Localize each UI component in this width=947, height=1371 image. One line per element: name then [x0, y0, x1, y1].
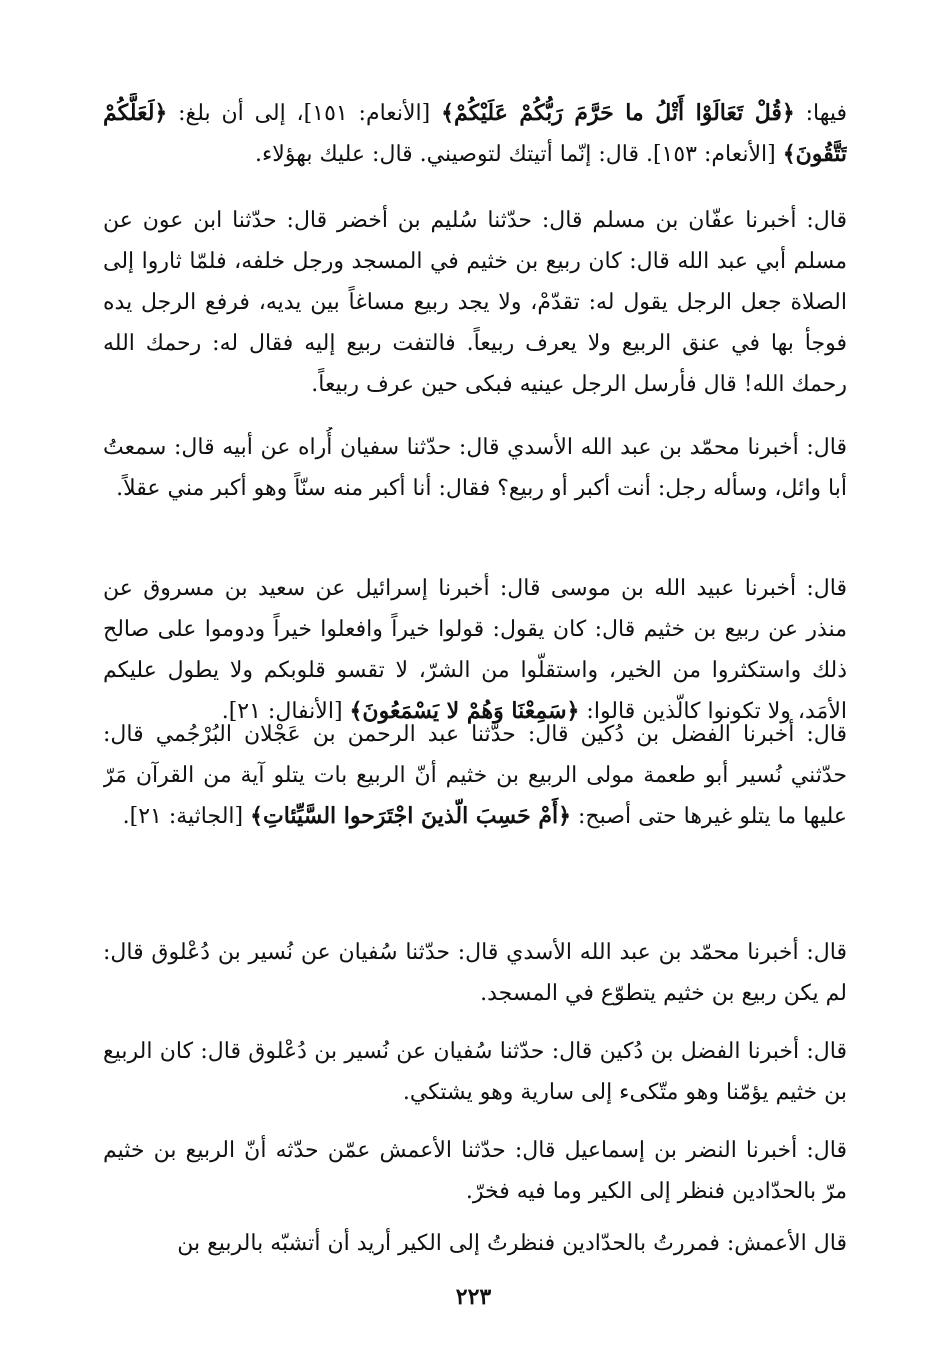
paragraph-continuation	[103, 93, 847, 175]
quran-verse: ﴿أَمْ حَسِبَ الّذينَ اجْتَرَحوا السَّيِّئاتِ﴾	[250, 803, 572, 829]
paragraph-text-tail: [الأنفال: ٢١].	[221, 699, 350, 724]
quran-verse: ﴿سَمِعْنَا وَهُمْ لا يَسْمَعُونَ﴾	[349, 698, 580, 724]
paragraph-affan: قال: أخبرنا عفّان بن مسلم قال: حدّثنا سُليم بن أخضر قال: حدّثنا ابن عون عن مسلم أبي عبد الله قال: كان ربيع بن خثيم في المسجد ورجل خلفه، فلمّا ثاروا إلى الصلاة جعل الرجل يقول له: تقدّمْ، ولا يجد ربيع مساغاً بين يديه، فرفع الرجل يده فوجأ بها في عنق الربيع ولا يعرف ربيعاً. فالتفت ربيع إليه فقال له: رحمك الله رحمك الله! قال فأرسل الرجل عينيه فبكى حين عرف ربيعاً.	[103, 208, 847, 397]
paragraph-abu-wail: قال: أخبرنا محمّد بن عبد الله الأسدي قال: حدّثنا سفيان أُراه عن أبيه قال: سمعتُ أبا وائل، وسأله رجل: أنت أكبر أو ربيع؟ فقال: أنا أكبر منه سنّاً وهو أكبر مني عقلاً.	[103, 435, 847, 501]
page-number: ٢٢٣	[455, 1284, 492, 1310]
paragraph-text-lead: قال: أخبرنا الفضل بن دُكين قال: حدّثنا عبد الرحمن بن عَجْلان البُرْجُمي قال: حدّثني نُسير أبو طعمة مولى الربيع بن خثيم أنّ الربيع بات يتلو آية من القرآن مَرّ عليها ما يتلو غيرها حتى أصبح:	[103, 722, 847, 829]
paragraph-nadr: قال: أخبرنا النضر بن إسماعيل قال: حدّثنا الأعمش عمّن حدّثه أنّ الربيع بن خثيم مرّ بالحدّادين فنظر إلى الكير وما فيه فخرّ.	[103, 1138, 847, 1204]
paragraph-ubaidullah	[103, 568, 847, 732]
paragraph-text-lead: قال: أخبرنا عبيد الله بن موسى قال: أخبرنا إسرائيل عن سعيد بن مسروق عن منذر عن ربيع بن خثيم قال: كان يقول: قولوا خيراً وافعلوا خيراً ودوموا على صالح ذلك واستكثروا من الخير، واستقلّوا من الشرّ، لا تقسو قلوبكم ولا يطول عليكم الأمَد، ولا تكونوا كالّذين قالوا:	[103, 576, 847, 724]
paragraph-fadl	[103, 714, 847, 837]
paragraph-text-middle: [الأنعام: ١٥١]، إلى أن بلغ:	[167, 101, 442, 126]
paragraph-text-tail: [الجاثية: ٢١].	[122, 804, 251, 829]
paragraph-text-tail: [الأنعام: ١٥٣]. قال: إنّما أتيتك لتوصيني. قال: عليك بهؤلاء.	[254, 142, 783, 167]
quran-verse-1: ﴿قُلْ تَعَالَوْا أَتْلُ ما حَرَّمَ رَبُّكُمْ عَلَيْكُمْ﴾	[441, 100, 795, 126]
paragraph-dukain: قال: أخبرنا الفضل بن دُكين قال: حدّثنا سُفيان عن نُسير بن دُعْلوق قال: كان الربيع بن خثيم يؤمّنا وهو متّكىء إلى سارية وهو يشتكي.	[103, 1039, 847, 1105]
paragraph-asadi: قال: أخبرنا محمّد بن عبد الله الأسدي قال: حدّثنا سُفيان عن نُسير بن دُعْلوق قال: لم يكن ربيع بن خثيم يتطوّع في المسجد.	[103, 940, 847, 1006]
paragraph-amash: قال الأعمش: فمررتُ بالحدّادين فنظرتُ إلى الكير أريد أن أتشبّه بالربيع بن	[177, 1231, 847, 1256]
quran-verse-2: ﴿لَعَلَّكُمْ تَتَّقُونَ﴾	[103, 100, 847, 167]
paragraph-text-lead: فيها:	[794, 101, 847, 126]
